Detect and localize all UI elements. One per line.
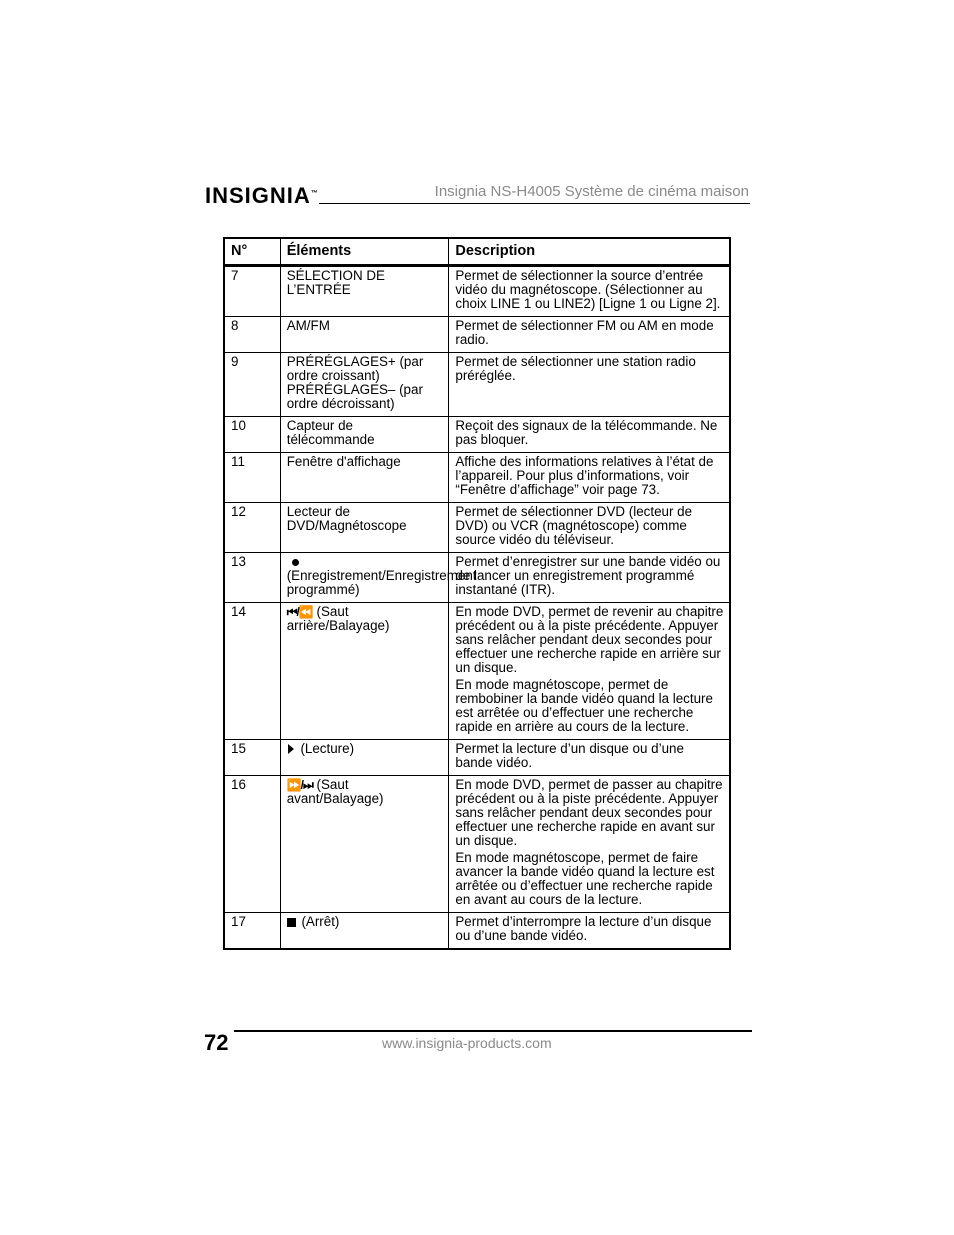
description-paragraph: En mode DVD, permet de passer au chapitre précédent ou à la piste précédente. Appuyer sans relâcher pendant deux secondes pour effectuer une recherche rapide en avant sur un disque.: [455, 777, 723, 848]
brand-logo: [205, 181, 319, 211]
description-paragraph: Permet de sélectionner DVD (lecteur de DVD) ou VCR (magnétoscope) comme source vidéo du téléviseur.: [455, 504, 693, 547]
row-description: [449, 503, 730, 553]
logo-trademark: ™: [310, 190, 319, 197]
description-paragraph: En mode magnétoscope, permet de rembobiner la bande vidéo quand la lecture est arrêtée ou d’effectuer une recherche rapide en arrière au cours de la lecture.: [455, 677, 713, 734]
row-element: [280, 453, 449, 503]
table-body: [224, 266, 730, 950]
page-number: 72: [204, 1030, 229, 1055]
row-element-label: (Saut arrière/Balayage): [286, 604, 390, 633]
row-description: [449, 776, 730, 913]
row-element: [280, 913, 449, 950]
footer-url: www.insignia-products.com: [382, 1035, 552, 1051]
row-element-label: (Lecture): [300, 741, 355, 756]
row-number: 15: [224, 740, 280, 776]
description-paragraph: En mode magnétoscope, permet de faire avancer la bande vidéo quand la lecture est arrêtée ou d’effectuer une recherche rapide en avant au cours de la lecture.: [455, 850, 715, 907]
table-row: [224, 317, 730, 353]
row-element: [280, 417, 449, 453]
row-description: [449, 417, 730, 453]
table-row: [224, 453, 730, 503]
record-icon: [287, 555, 444, 569]
description-paragraph: Permet de sélectionner FM ou AM en mode radio.: [455, 318, 714, 347]
row-number: 10: [224, 417, 280, 453]
row-description: [449, 266, 730, 317]
table-row: [224, 553, 730, 603]
row-element: [280, 553, 477, 603]
row-description: [449, 740, 730, 776]
row-element: [280, 353, 449, 417]
row-number: 9: [224, 353, 280, 417]
row-element: [280, 776, 449, 913]
column-header-number: N°: [224, 238, 280, 266]
skip-forward-icon: ⏩/⏭: [286, 778, 313, 792]
description-paragraph: Permet de sélectionner la source d’entrée vidéo du magnétoscope. (Sélectionner au choix LINE 1 ou LINE2) [Ligne 1 ou Ligne 2].: [455, 268, 721, 311]
play-icon: [287, 742, 297, 756]
row-element-label: (Enregistrement/Enregistrement programmé): [286, 568, 477, 597]
logo-text: INSIGNIA: [205, 183, 311, 208]
column-header-elements: Éléments: [280, 238, 449, 266]
row-element: [280, 740, 449, 776]
description-paragraph: En mode DVD, permet de revenir au chapitre précédent ou à la piste précédente. Appuyer sans relâcher pendant deux secondes pour effectuer une recherche rapide en arrière sur un disque.: [455, 604, 724, 675]
description-paragraph: Reçoit des signaux de la télécommande. Ne pas bloquer.: [455, 418, 718, 447]
table-row: [224, 913, 730, 950]
row-element: [280, 317, 449, 353]
description-paragraph: Permet la lecture d’un disque ou d’une bande vidéo.: [455, 741, 684, 770]
row-description: [449, 353, 730, 417]
row-description: [449, 603, 730, 740]
row-element-label: PRÉRÉGLAGES+ (par ordre croissant) PRÉRÉGLAGES– (par ordre décroissant): [286, 354, 424, 411]
row-number: 12: [224, 503, 280, 553]
row-description: [449, 453, 730, 503]
row-number: 7: [224, 266, 280, 317]
row-number: 17: [224, 913, 280, 950]
column-header-description: Description: [449, 238, 730, 266]
row-description: [449, 913, 730, 950]
description-paragraph: Permet d’enregistrer sur une bande vidéo ou de lancer un enregistrement programmé instantané (ITR).: [455, 554, 721, 597]
row-element-label: (Arrêt): [301, 914, 340, 929]
row-number: 14: [224, 603, 280, 740]
table-header-row: [224, 238, 730, 266]
header-title: Insignia NS-H4005 Système de cinéma maison: [434, 183, 749, 200]
table-row: [224, 740, 730, 776]
description-paragraph: Affiche des informations relatives à l’état de l’appareil. Pour plus d’informations, voir “Fenêtre d’affichage” voir page 73.: [455, 454, 714, 497]
row-number: 11: [224, 453, 280, 503]
table-row: [224, 353, 730, 417]
description-paragraph: Permet de sélectionner une station radio préréglée.: [455, 354, 696, 383]
row-element: [280, 503, 449, 553]
row-description: [449, 553, 730, 603]
row-number: 16: [224, 776, 280, 913]
stop-icon: [287, 915, 298, 929]
row-element-label: Fenêtre d'affichage: [286, 454, 401, 469]
row-element-label: (Saut avant/Balayage): [286, 777, 384, 806]
row-element: [280, 603, 449, 740]
description-paragraph: Permet d’interrompre la lecture d’un disque ou d’une bande vidéo.: [455, 914, 712, 943]
table-row: [224, 603, 730, 740]
row-number: 8: [224, 317, 280, 353]
row-element-label: Capteur de télécommande: [286, 418, 375, 447]
footer-rule: [234, 1030, 752, 1032]
row-description: [449, 317, 730, 353]
controls-table: [223, 237, 731, 950]
row-element-label: AM/FM: [286, 318, 330, 333]
row-number: 13: [224, 553, 280, 603]
header-rule: [319, 203, 750, 204]
row-element-label: SÉLECTION DE L’ENTRÉE: [286, 268, 385, 297]
table-row: [224, 503, 730, 553]
row-element-label: Lecteur de DVD/Magnétoscope: [286, 504, 407, 533]
table-row: [224, 776, 730, 913]
row-element: [280, 266, 449, 317]
skip-back-icon: ⏮/⏪: [286, 605, 313, 619]
table-row: [224, 266, 730, 317]
table-row: [224, 417, 730, 453]
